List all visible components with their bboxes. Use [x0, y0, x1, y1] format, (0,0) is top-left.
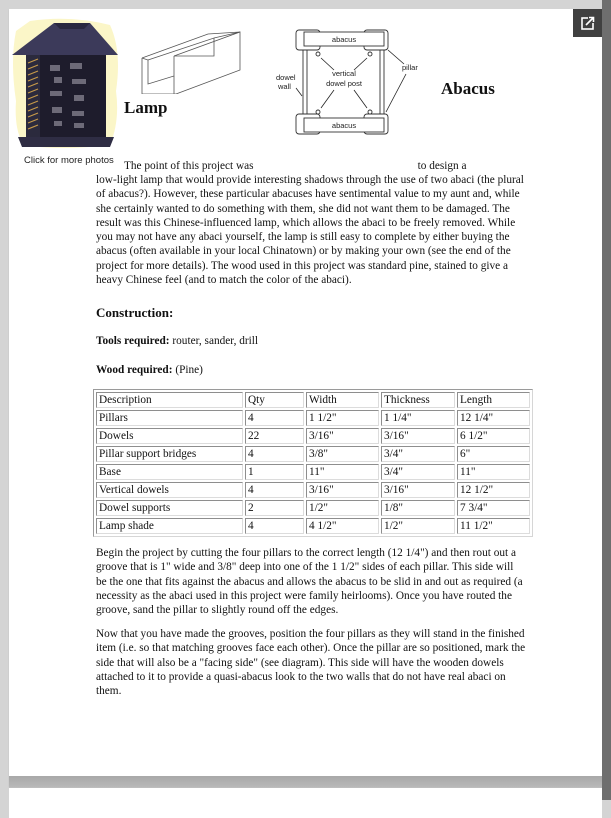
materials-table — [93, 389, 533, 537]
cell-description: Base — [96, 464, 243, 480]
scrollbar[interactable] — [602, 0, 611, 800]
intro-text-a: The point of this project was — [124, 160, 254, 172]
vertical-label-2: dowel post — [326, 79, 362, 88]
tools-required — [96, 334, 258, 348]
cell-description: Dowel supports — [96, 500, 243, 516]
cell-length: 11 1/2" — [457, 518, 530, 534]
cell-thickness: 1/8" — [381, 500, 455, 516]
paragraph-begin: Begin the project by cutting the four pillars to the correct length (12 1/4") and then rout out a groove that is 1" wide and 3/8" deep into one of the 1 1/2" sides of each pillar. This side will be the one that fits against the abacus and allows the abacus to be slid in and out as required (a necessity as the abaci used in this project were family heirlooms). Once you have routed the groove, sand the pillar to slightly round off the edges. — [96, 547, 523, 617]
tools-label: Tools required: — [96, 335, 170, 347]
cell-length: 11" — [457, 464, 530, 480]
cell-description: Pillars — [96, 410, 243, 426]
cell-thickness: 3/4" — [381, 446, 455, 462]
lamp-photo[interactable] — [10, 11, 118, 149]
abacus-diagram — [274, 28, 424, 140]
abacus-label-top: abacus — [331, 35, 357, 44]
cell-length: 6" — [457, 446, 530, 462]
cell-description: Vertical dowels — [96, 482, 243, 498]
lamp-image — [10, 11, 118, 149]
cell-qty: 4 — [245, 482, 304, 498]
wood-label: Wood required: — [96, 364, 173, 376]
header-thickness: Thickness — [381, 392, 455, 408]
cell-width: 3/16" — [306, 428, 379, 444]
cell-length: 6 1/2" — [457, 428, 530, 444]
table-row — [96, 446, 530, 462]
popout-button[interactable] — [573, 9, 602, 37]
cell-qty: 1 — [245, 464, 304, 480]
tools-value: router, sander, drill — [172, 335, 259, 347]
pillar-groove-sketch — [138, 24, 244, 94]
heading-lamp: Lamp — [124, 98, 168, 117]
intro-paragraph — [96, 159, 526, 173]
intro-text-b: to design a — [417, 160, 467, 172]
abacus-label-bottom: abacus — [331, 121, 357, 130]
cell-width: 1/2" — [306, 500, 379, 516]
cell-qty: 22 — [245, 428, 304, 444]
table-header-row — [96, 392, 530, 408]
cell-qty: 2 — [245, 500, 304, 516]
cell-length: 12 1/2" — [457, 482, 530, 498]
vertical-label-1: vertical — [332, 69, 356, 78]
cell-qty: 4 — [245, 446, 304, 462]
dowel-wall-label-1: dowel — [276, 73, 296, 82]
cell-width: 1 1/2" — [306, 410, 379, 426]
heading-construction: Construction: — [96, 305, 174, 320]
next-page — [9, 787, 602, 818]
table-row — [96, 410, 530, 426]
paragraph-grooves: Now that you have made the grooves, position the four pillars as they will stand in the finished item (i.e. so that matching grooves face each other). Once the pillar are so positioned, mark the side that will also be a "facing side" (see diagram). This side will have the wooden dowels attached to it to provide a quasi-abacus look to the two walls that do not have real abaci on them. — [96, 628, 526, 698]
intro-body: low-light lamp that would provide interesting shadows through the use of two abaci (the plural of abacus?). However, these particular abacuses have sentimental value to my aunt and, while she certainly wanted to do something with them, she did not want them to be damaged. The result was this Chinese-influenced lamp, which allows the abaci to be freely removed. While you may not have any abaci yourself, the lamp is still easy to complete by either buying the abacus (often available in your local Chinatown) or by making your own (see the end of the project for more details). The wood used in this project was standard pine, stained to give a heavy Chinese feel (and to match the color of the abaci). — [96, 174, 524, 287]
table-row — [96, 500, 530, 516]
page-separator — [9, 776, 602, 787]
header-width: Width — [306, 392, 379, 408]
header-qty: Qty — [245, 392, 304, 408]
dowel-wall-label-2: wall — [278, 82, 291, 91]
header-length: Length — [457, 392, 530, 408]
wood-required — [96, 363, 203, 377]
cell-description: Dowels — [96, 428, 243, 444]
table-row — [96, 518, 530, 534]
wood-value: (Pine) — [175, 364, 203, 376]
more-photos-link[interactable]: Click for more photos — [24, 155, 114, 166]
cell-description: Pillar support bridges — [96, 446, 243, 462]
cell-width: 3/8" — [306, 446, 379, 462]
cell-width: 11" — [306, 464, 379, 480]
cell-thickness: 3/4" — [381, 464, 455, 480]
cell-thickness: 3/16" — [381, 428, 455, 444]
cell-length: 7 3/4" — [457, 500, 530, 516]
cell-thickness: 3/16" — [381, 482, 455, 498]
pillar-label: pillar — [402, 63, 418, 72]
cell-width: 3/16" — [306, 482, 379, 498]
table-row — [96, 482, 530, 498]
cell-description: Lamp shade — [96, 518, 243, 534]
heading-abacus: Abacus — [441, 79, 495, 98]
cell-thickness: 1/2" — [381, 518, 455, 534]
cell-length: 12 1/4" — [457, 410, 530, 426]
cell-thickness: 1 1/4" — [381, 410, 455, 426]
table-row — [96, 464, 530, 480]
cell-width: 4 1/2" — [306, 518, 379, 534]
cell-qty: 4 — [245, 410, 304, 426]
intro-first-line — [96, 159, 526, 173]
header-description: Description — [96, 392, 243, 408]
cell-qty: 4 — [245, 518, 304, 534]
table-row — [96, 428, 530, 444]
external-link-icon — [581, 16, 595, 30]
